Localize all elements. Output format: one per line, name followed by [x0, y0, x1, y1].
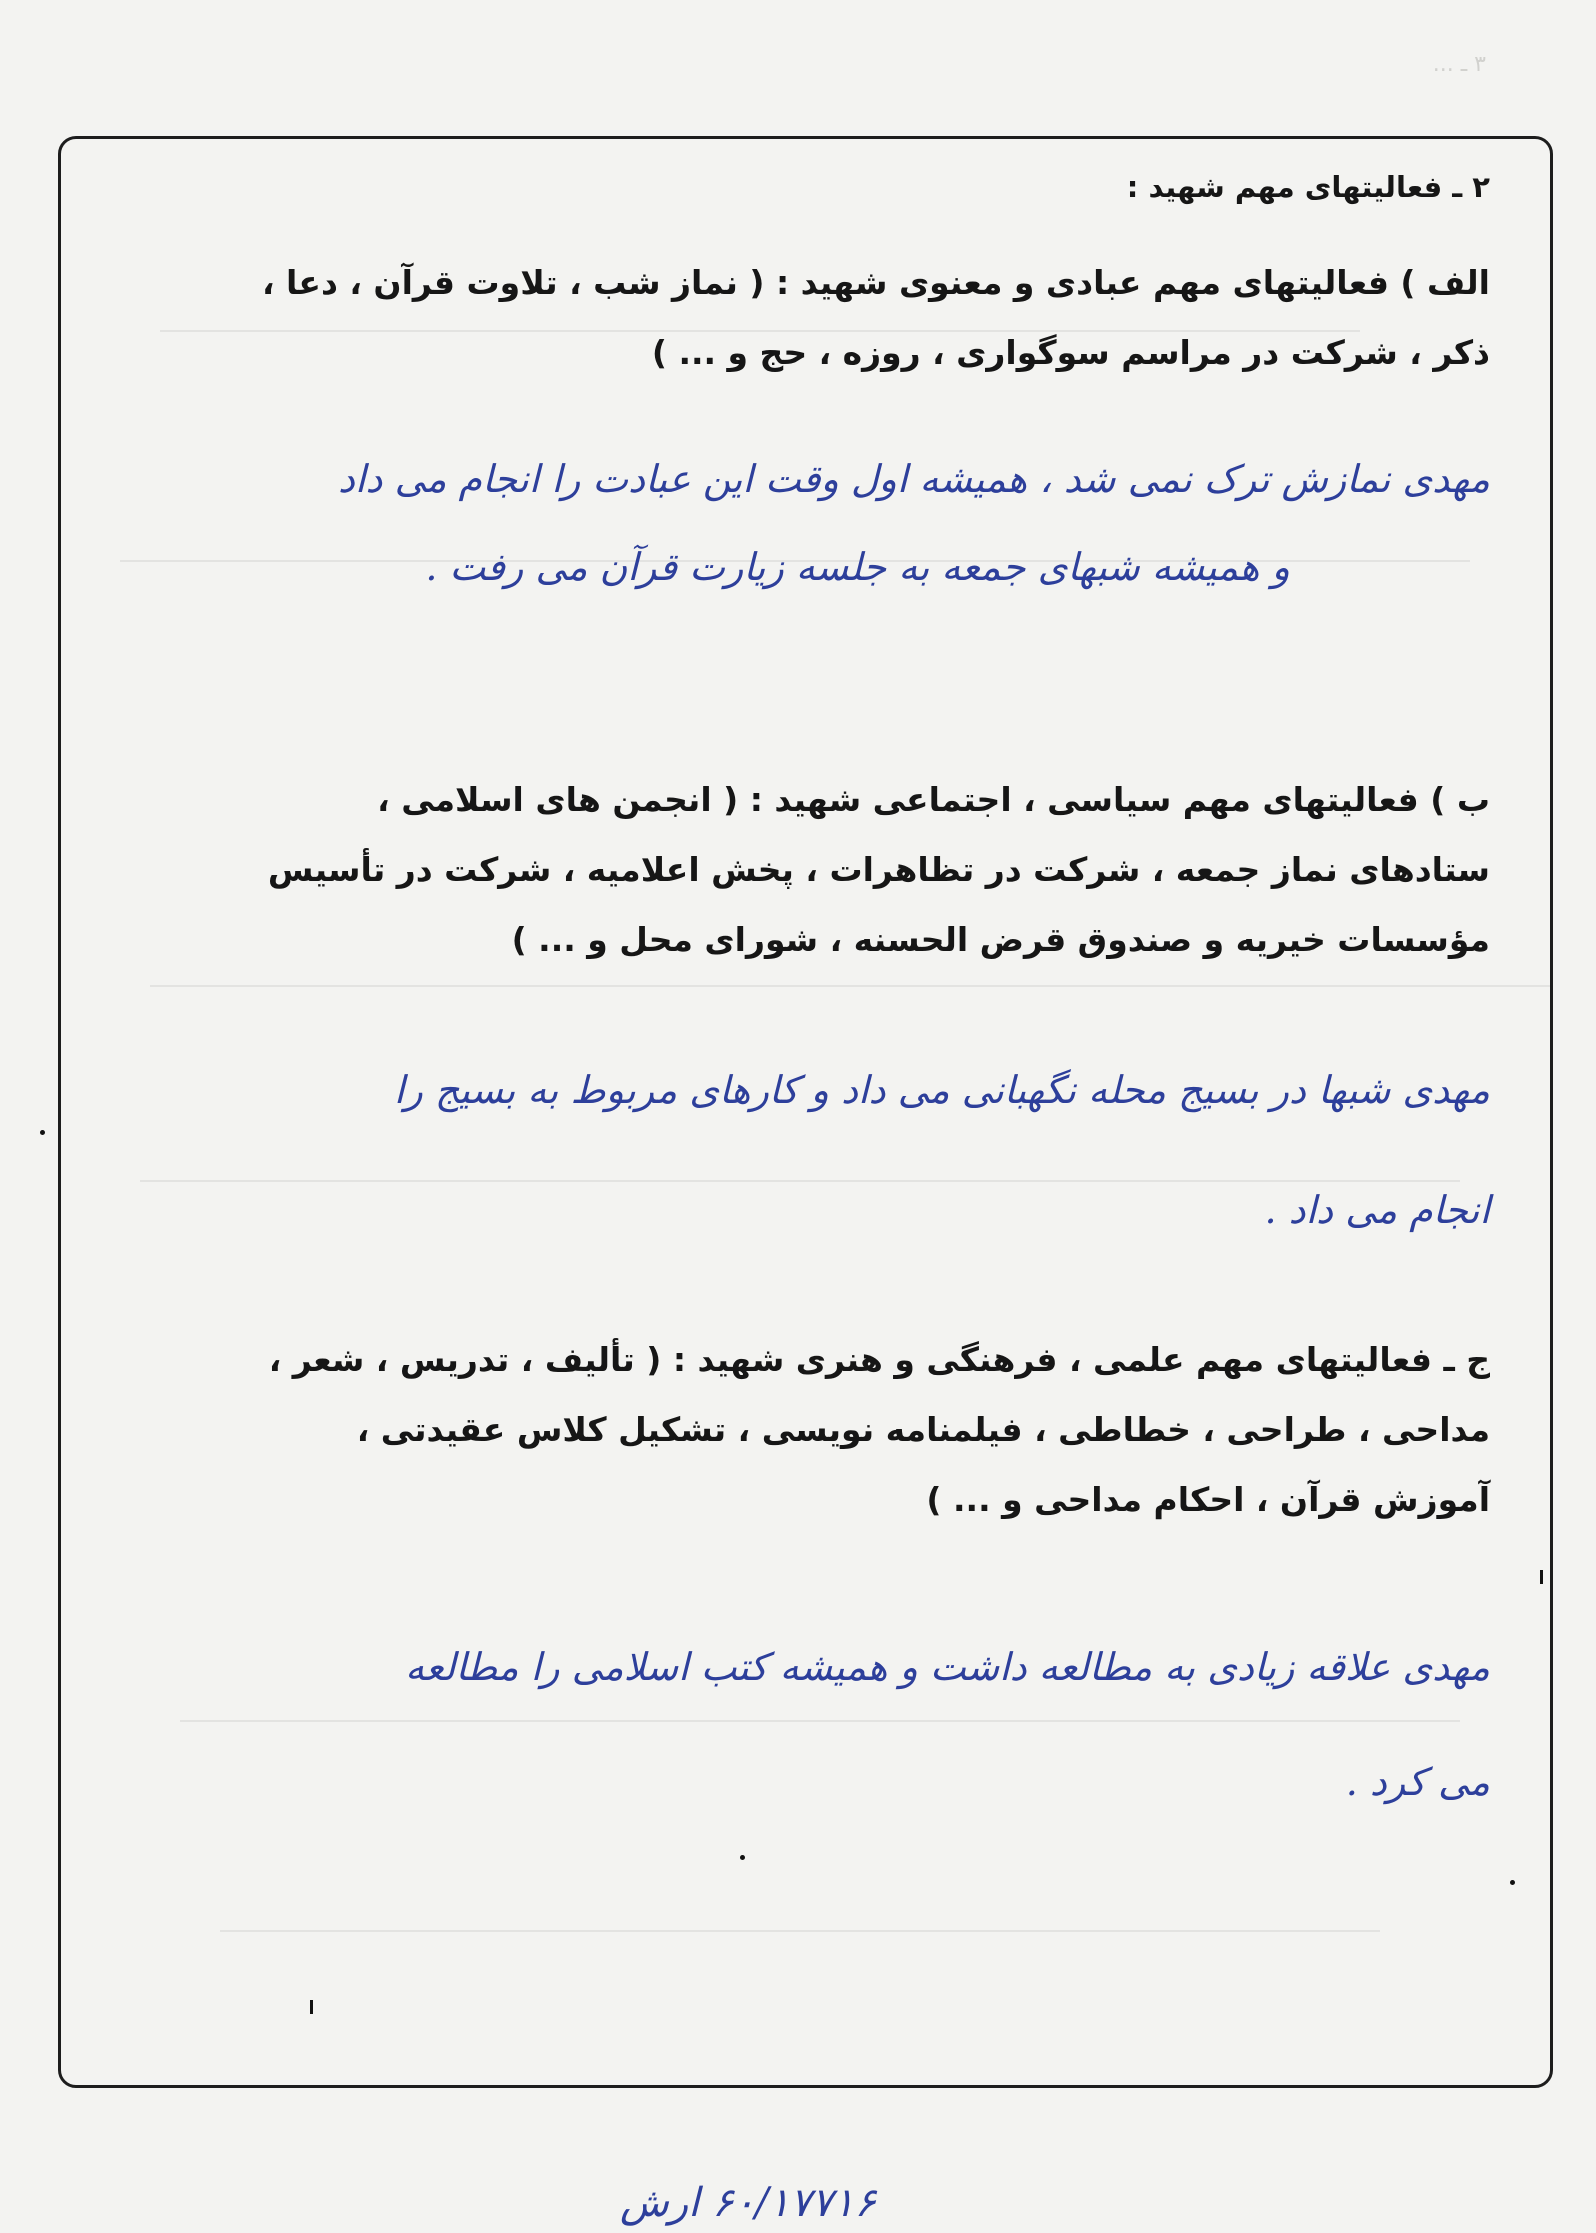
section-c-line-2: مداحی ، طراحی ، خطاطی ، فیلمنامه نویسی ، تشکیل کلاس عقیدتی ،: [356, 1410, 1490, 1449]
section-b-hand-line-1: مهدی شبها در بسیج محله نگهبانی می داد و کارهای مربوط به بسیج را: [393, 1068, 1490, 1112]
section-c-hand-line-1: مهدی علاقه زیادی به مطالعه داشت و همیشه کتب اسلامی را مطالعه: [405, 1645, 1490, 1689]
section-a-line-2: ذکر ، شرکت در مراسم سوگواری ، روزه ، حج و ... ): [651, 333, 1490, 372]
section-c-printed: [100, 1325, 1490, 1535]
scan-speck: [740, 1855, 745, 1860]
section-b-line-3: مؤسسات خیریه و صندوق قرض الحسنه ، شورای محل و ... ): [511, 920, 1490, 959]
heading-text: ۲ ـ فعالیتهای مهم شهید :: [1126, 170, 1490, 204]
section-a-hand-line-1: مهدی نمازش ترک نمی شد ، همیشه اول وقت این عبادت را انجام می داد: [337, 457, 1490, 501]
section-c-handwritten: [100, 1610, 1490, 1840]
section-c-line-1: ج ـ فعالیتهای مهم علمی ، فرهنگی و هنری شهید : ( تألیف ، تدریس ، شعر ،: [268, 1340, 1490, 1379]
section-a-handwritten: [100, 435, 1490, 611]
section-b-handwritten: [100, 1030, 1490, 1270]
section-heading: [100, 170, 1490, 204]
section-c-line-3: آموزش قرآن ، احکام مداحی و ... ): [926, 1480, 1490, 1519]
section-a-line-1: الف ) فعالیتهای مهم عبادی و معنوی شهید : ( نماز شب ، تلاوت قرآن ، دعا ،: [262, 263, 1490, 302]
section-c-hand-line-2: می کرد .: [1345, 1760, 1490, 1804]
section-b-hand-line-2: انجام می داد .: [1264, 1188, 1490, 1232]
scan-speck: [1510, 1880, 1515, 1885]
section-b-line-2: ستادهای نماز جمعه ، شرکت در تظاهرات ، پخش اعلامیه ، شرکت در تأسیس: [267, 850, 1490, 889]
bleed-through-text: ۳ ـ ...: [1432, 52, 1486, 77]
section-a-printed: [100, 248, 1490, 388]
section-b-line-1: ب ) فعالیتهای مهم سیاسی ، اجتماعی شهید : ( انجمن های اسلامی ،: [377, 780, 1490, 819]
section-b-printed: [100, 765, 1490, 975]
scan-speck: [1540, 1570, 1543, 1584]
footer-handwritten-number: ۶۰/۱۷۷۱۶ ارش: [620, 2180, 876, 2226]
section-a-hand-line-2: و همیشه شبهای جمعه به جلسه زیارت قرآن می رفت .: [425, 545, 1290, 589]
scan-speck: [40, 1130, 45, 1135]
scan-speck: [310, 2000, 313, 2014]
